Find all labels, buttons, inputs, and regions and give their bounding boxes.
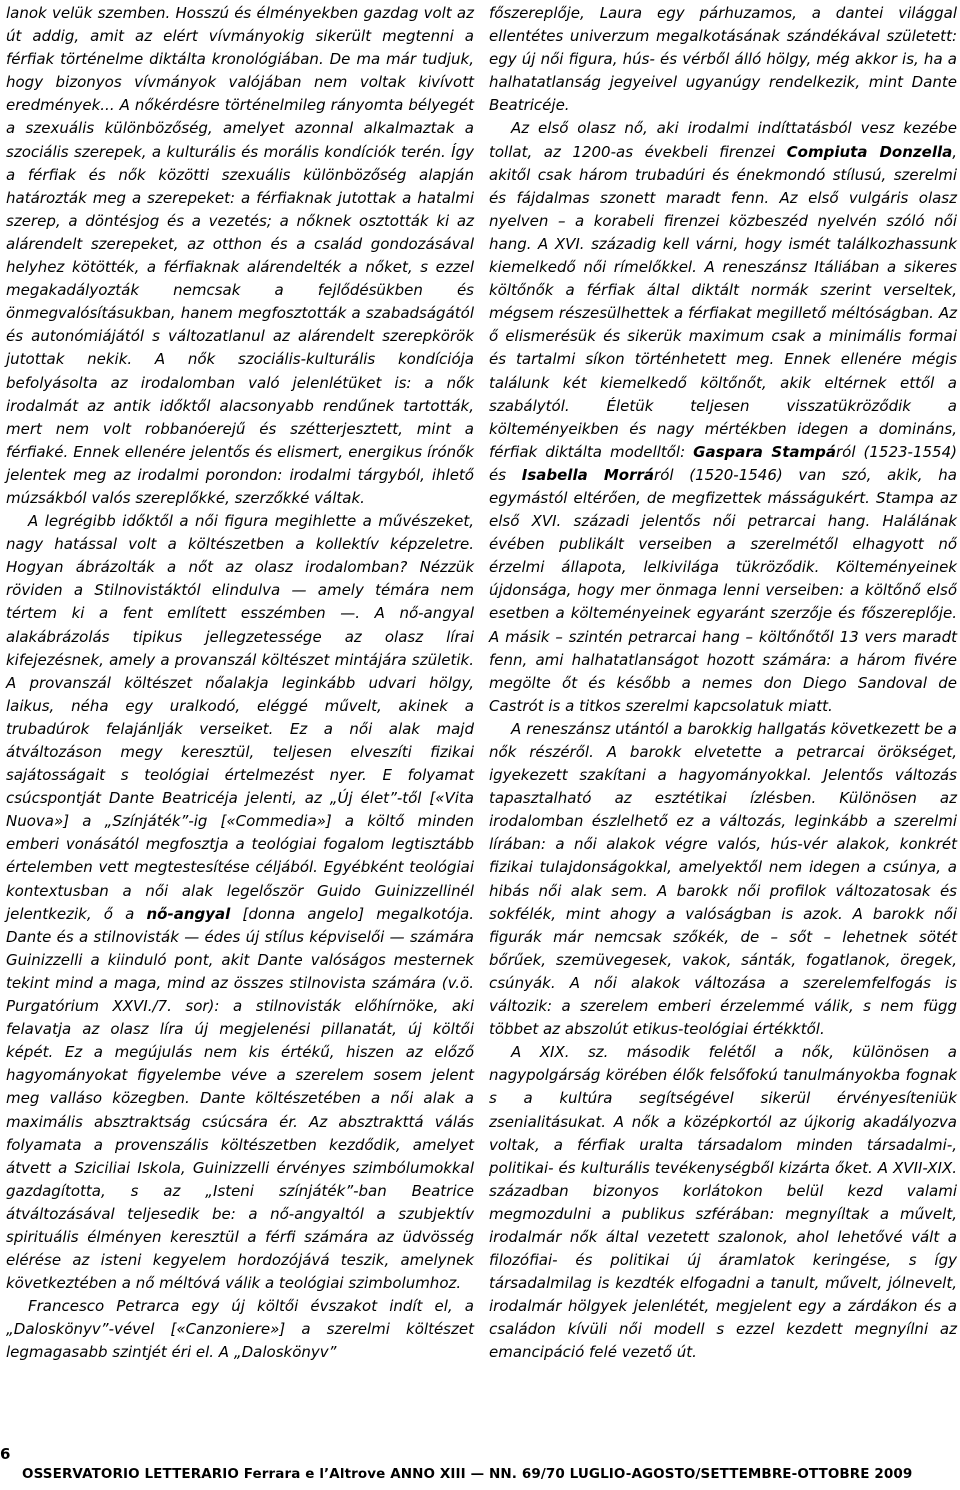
left-paragraph-3: Francesco Petrarca egy új költői évszakot indít el, a „Daloskönyv”-vével [«Canzoniere»] a szerelmi költészet legmagasabb szintjét éri el. A „Daloskönyv” (6, 1297, 474, 1362)
right-paragraph-2-text-a: Az első olasz nő, aki irodalmi indíttatásból vesz kezébe tollat, az 1200-as évekbeli firenzei (489, 119, 957, 161)
page-number: 6 (0, 1445, 11, 1463)
right-paragraph-1: főszereplője, Laura egy párhuzamos, a dantei világgal ellentétes univerzum megalkotásának szándékával született: egy új női figura, hús- és vérből álló hölgy, még akkor is, ha a halhatatlanság jegyeivel ugyanúgy rendelkezik, mint Dante Beatricéje. (489, 4, 957, 115)
left-paragraph-1: lanok velük szemben. Hosszú és élményekben gazdag volt az út addig, amit az elért vívmányokig sikerült megtenni a férfiak történelme diktálta kronológiában. De ma már tudjuk, hogy bizonyos vívmányok valójában nem voltak kivívott eredmények... A nőkérdésre történelmileg rányomta bélyegét a szexuális különbözőség, amelyet azonnal alkalmaztak a szociális szerepek, a kulturális és morális kondíciók terén. Így a férfiak és nők közötti szexuális különbözőség alapján határozták meg a szerepeket: a férfiaknak jutottak a hatalmi szerep, a döntésjog és a vezetés; a nőknek osztották ki az alárendelt szerepeket, az otthon és a család gondozásával helyhez kötötték, a férfiaknak alárendelték a nőket, s ezzel megakadályozták nemcsak a fejlődésükben és önmegvalósításukban, hanem megfosztották a szabadságától és autonómiájától s változatlanul az alárendelt szerepkörök jutottak nekik. A nők szociális-kulturális kondíciója befolyásolta az irodalomban való jelenlétüket is: a nők irodalmát az antik időktől alacsonyabb rendűnek tartották, mert nem volt robbanóerejű és szétterjesztett, mint a férfiaké. Ennek ellenére jelentős és elismert, energikus írónők jelentek meg az irodalmi porondon: irodalmi tárgyból, ihlető múzsákból valós szereplőkké, szerzőkké váltak. (6, 4, 474, 507)
left-paragraph-2-text-b: [donna angelo] megalkotója. Dante és a stilnovisták — édes új stílus képviselői — számára Guinizzelli a kiinduló pont, akit Dante valóságos mesternek tekint mind a maga, mind az összes stilnovista számára (v.ö. Purgatórium XXVI./7. sor): a stilnovisták előhírnöke, aki felavatja az olasz líra új megjelenési pillanatát, új költői képét. Ez a megújulás nem kis értékű, hiszen az előző hagyományokat figyelembe véve a szerelem sosem jelent meg valláso közegben. Dante költészetében a női alak a maximális absztraktság csúcsára ér. Az absztrakttá válás folyamata a provenszális költészetben kezdődik, amelyet átvett a Sziciliai Iskola, Guinizzelli érvényes szimbólumokkal gazdagította, s az „Isteni színjáték”-ban Beatrice átváltozásával teljesedik be: a nő-angyaltól a szubjektív spirituális élményen keresztül a férfi számára az üdvösség elérése az isteni kegyelem hordozójává teszik, amelynek következtében a nő méltóvá válik a teológiai szimbolumhoz. (6, 904, 475, 1293)
gaspara-stampa-name: Gaspara Stampá (693, 442, 836, 461)
right-paragraph-3: A reneszánsz utántól a barokkig hallgatás következett be a nők részéről. A barokk elvetette a petrarcai örökséget, igyekezett szakítani a hagyományokkal. Jelentős változás tapasztalható az esztétikai ízlésben. Különösen az irodalomban észlelhető ez a változás, leginkább a szerelmi lírában: a női alakok végre valós, hús-vér alakok, konkrét fizikai tulajdonságokkal, amelyektől nem idegen a csúnya, a hibás női alak sem. A barokk női profilok változatosak és sokfélék, mint ahogy a valóságban is azok. A barokk női figurák már nemcsak szőkék, de – sőt – lehetnek sötét bőrűek, szemüvegesek, vakok, sánták, fogatlanok, öregek, csúnyák. A női alakok változása a szerelemfelfogás is változik: a szerelem emberi érzelemmé válik, s nem függ többet az abszolút etikus-teológiai értékktől. (489, 719, 957, 1039)
compiuta-donzella-name: Compiuta Donzella (786, 142, 953, 161)
right-paragraph-2-text-b: , akitől csak három trubadúri és énekmondó stílusú, szerelmi és fájdalmas szonett maradt fenn. Az első vulgáris olasz nyelven – a korabeli firenzei közbeszéd nyelvén szóló női hang. A XVI. századig kell várni, hogy ismét találkozhassunk kiemelkedő női rímelőkkel. A reneszánsz Itáliában a sikeres költőnők a férfiak által diktált normák szerint verseltek, mégsem részesülhettek a férfiakat megillető méltóságban. Az ő elismerésük és sikerük maximum csak a minimális formai és tartalmi síkon történhetett meg. Ennek ellenére mégis találunk két kiemelkedő költőnőt, akik eltérnek ettől a szabálytól. Életük teljesen visszatükröződik a költeményeikben és nagy mértékben idegen a domináns, férfiak diktálta modelltől: (489, 142, 958, 461)
right-paragraph-2-text-c: ról (1523-1554) és (489, 442, 957, 484)
left-paragraph-2 (6, 510, 474, 1295)
left-column (6, 2, 474, 1365)
journal-footer: OSSERVATORIO LETTERARIO Ferrara e l’Altrove ANNO XIII — NN. 69/70 LUGLIO-AGOSTO/SETTEMBRE-OTTOBRE 2009 (22, 1466, 913, 1482)
right-paragraph-4: A XIX. sz. második felétől a nők, különösen a nagypolgárság körében élők felsőfokú tanulmányokba fognak s a kultúra segítségével sikerül érvényesíteniük zsenialitásukat. A nők a középkortól az újkorig akadályozva voltak, a férfiak uralta társadalom minden társadalmi-, politikai- és kulturális tevékenységből kizárta őket. A XVII-XIX. században bizonyos korlátokon belül kezd valami megmozdulni a publikus szférában: megnyíltak a művelt, irodalmár nők által vezetett szalonok, ahol lehetővé vált a filozófiai- és politikai új áramlatok keringése, s így társadalmilag is kezdték elfogadni a tanult, művelt, jólnevelt, irodalmár hölgyek jelenlétét, megjelent egy a zárdákon és a családon kívüli női modell s ezzel kezdett megnyílni az emancipáció felé vezető út. (489, 1043, 957, 1362)
left-paragraph-2-text-a: A legrégibb időktől a női figura megihlette a művészeket, nagy hatással volt a költészetben a kollektív képzeletre. Hogyan ábrázolták a nőt az olasz irodalomban? Nézzük röviden a Stilnovistáktól elindulva — amely témára nem tértem ki a fent említett esszémben —. A nő-angyal alakábrázolás tipikus jellegzetessége az olasz lírai kifejezésnek, amely a provanszál költészet mintájára születik. A provanszál költészet nőalakja leginkább udvari hölgy, laikus, néha egy uralkodó, eléggé művelt, akinek a trubadúrok felajánlják verseiket. Ez a női alak majd átváltozáson megy keresztül, teljesen elveszíti fizikai sajátosságait s teológiai értelmezést nyer. E folyamat csúcspontját Dante Beatricéja jelenti, az „Új élet”-től [«Vita Nuova»] a „Színjáték”-ig [«Commedia»] a költő minden emberi vonásától megfosztja a teológiai fogalom legtisztább értelemben vett megtestesítése céljából. Egyébként teológiai kontextusban a női alak legelőször Guido Guinizzellinél jelentkezik, ő a (6, 512, 474, 923)
right-paragraph-2 (489, 117, 957, 717)
right-paragraph-2-text-d: ról (1520-1546) van szó, akik, ha egymástól eltérően, de megfizettek másságukért. Stampa az első XVI. századi jelentős női petrarcai hang. Halálának évében publikált verseiben a szerelmétől elhagyott nő érzelmi állapota, lelkivilága tükröződik. Költeményeinek újdonsága, hogy mer önmaga lenni verseiben: a költőnő első esetben a költeményeinek egyaránt szerzője és főszereplője. A másik – szintén petrarcai hang – költőnőtől 13 vers maradt fenn, ami halhatatlanságot hozott számára: a három fivére megölte őt és később a nemes don Diego Sandoval de Castrót is a titkos szerelmi kapcsolatuk miatt. (489, 465, 957, 715)
right-column (489, 2, 957, 1365)
isabella-morra-name: Isabella Morrá (521, 465, 655, 484)
nő-angyal-term: nő-angyal (146, 904, 231, 923)
